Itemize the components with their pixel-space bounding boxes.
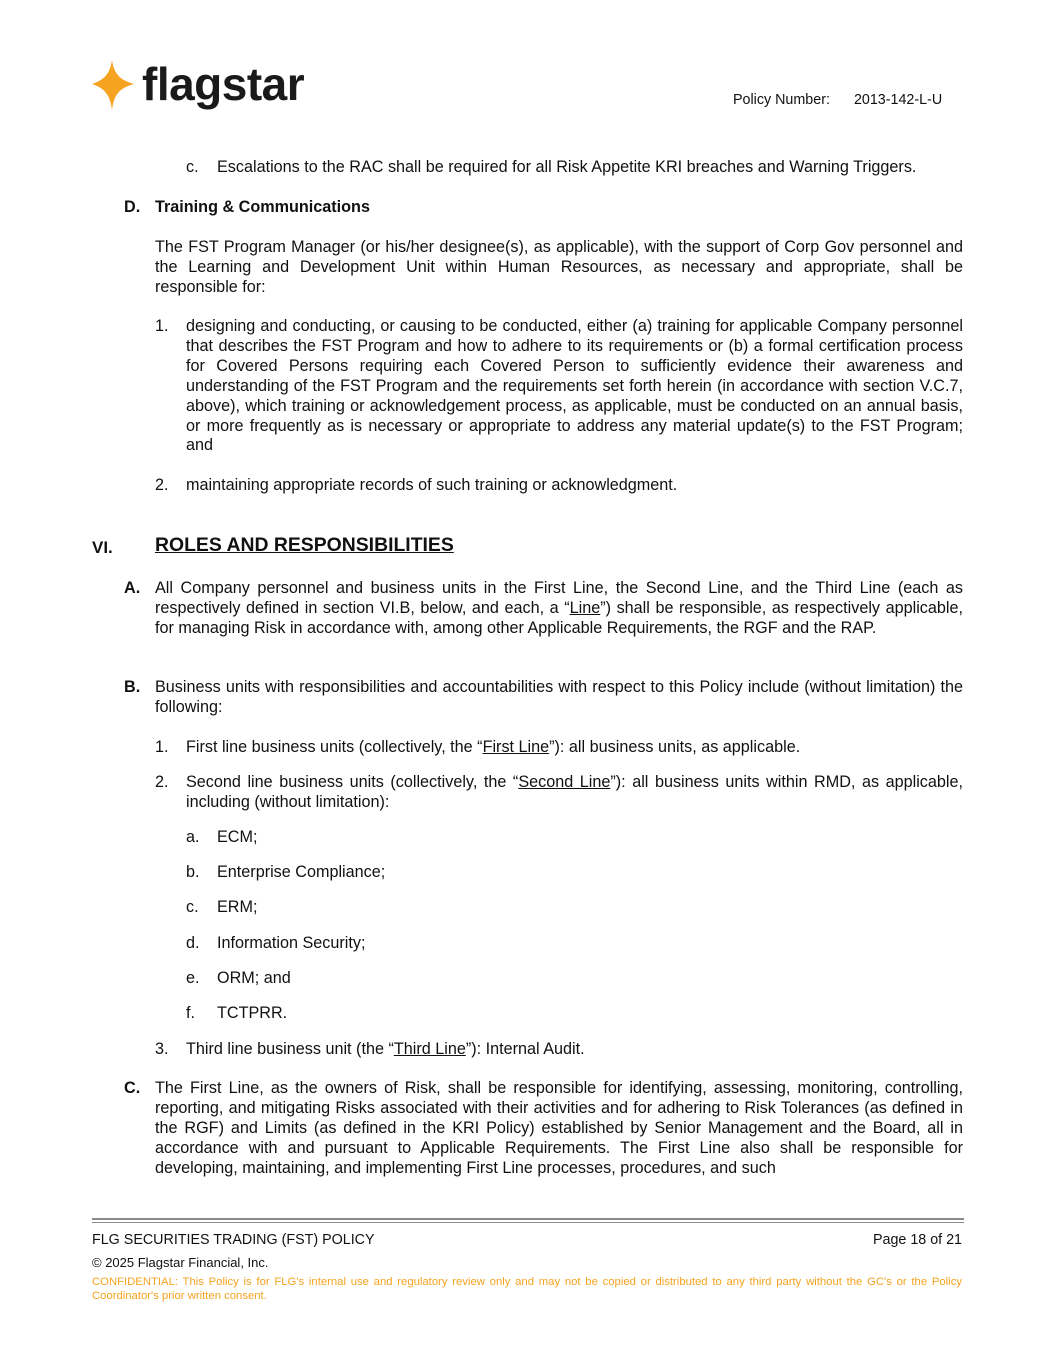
footer-page-number: Page 18 of 21 [872,1232,962,1248]
item-c-text: Escalations to the RAC shall be required for all Risk Appetite KRI breaches and Warning Triggers. [217,158,917,176]
defined-term-line: Line [569,598,601,617]
d-list-text-1: designing and conducting, or causing to be conducted, either (a) training for applicable Company personnel that describes the FST Program and how to adhere to its requirements or (b) a formal certification process for Covered Persons requiring each Covered Person to sufficiently evidence their awareness and understanding of the FST Program and the requirements set forth herein (in accordance with section V.C.7, above), which training or acknowledgement process, as applicable, must be conducted on an annual basis, or more frequently as is necessary or appropriate to address any material update(s) to the FST Program; and [186,317,963,455]
b2-sub-text-f: TCTPRR. [217,1004,288,1022]
b2-sub-marker-f: f. [186,1004,195,1022]
section-b-marker: B. [124,678,141,696]
b2-sub-text-e: ORM; and [217,969,291,987]
b2-sub-marker-d: d. [186,934,200,952]
b3-text: Third line business unit (the “Third Line”): Internal Audit. [186,1040,585,1058]
defined-term-first-line: First Line [482,738,550,756]
flagstar-logo [92,60,332,116]
b2-sub-marker-a: a. [186,828,200,846]
section-vi-title: ROLES AND RESPONSIBILITIES [155,534,454,556]
d-list-text-2: maintaining appropriate records of such training or acknowledgment. [186,476,678,494]
footer-rule-thin [92,1222,964,1223]
b1-text: First line business units (collectively, the “First Line”): all business units, as applicable. [186,738,801,756]
policy-number [733,91,942,111]
logo-wordmark: flagstar [142,58,305,110]
section-c-text: The First Line, as the owners of Risk, shall be responsible for identifying, assessing, monitoring, controlling, reporting, and mitigating Risks associated with their activities and for adhering to Risk Tolerances (as defined in the RGF) and Limits (as defined in the KRI Policy) established by Senior Management and the Board, all in accordance with and pursuant to Applicable Requirements. The First Line also shall be responsible for developing, maintaining, and implementing First Line processes, procedures, and such [155,1079,963,1177]
b2-sub-text-d: Information Security; [217,934,366,952]
b3-marker: 3. [155,1040,169,1058]
policy-number-label: Policy Number: [733,92,830,108]
item-c-marker: c. [186,158,199,176]
section-a-marker: A. [124,579,141,597]
b2-sub-marker-b: b. [186,863,200,881]
flagstar-star-icon [92,60,136,112]
d-list-marker-2: 2. [155,476,169,494]
defined-term-third-line: Third Line [393,1040,466,1058]
footer-confidential-notice: CONFIDENTIAL: This Policy is for FLG's internal use and regulatory review only and may not be copied or distributed to any third party without the GC's or the Policy Coordinator's prior written consent. [92,1276,962,1303]
section-vi-number: VI. [92,538,113,557]
section-d-marker: D. [124,198,141,216]
b1-marker: 1. [155,738,169,756]
footer-policy-title: FLG SECURITIES TRADING (FST) POLICY [92,1232,375,1248]
section-d-intro: The FST Program Manager (or his/her designee(s), as applicable), with the support of Corp Gov personnel and the Learning and Development Unit within Human Resources, as necessary and appropriate, shall be responsible for: [155,238,963,296]
policy-number-value: 2013-142-L-U [853,92,943,108]
section-d-title: Training & Communications [155,198,370,216]
footer-copyright: © 2025 Flagstar Financial, Inc. [92,1255,269,1270]
footer-rule-thick [92,1218,964,1220]
b2-text: Second line business units (collectively, the “Second Line”): all business units within RMD, as applicable, including (without limitation): [186,773,963,811]
b2-sub-marker-c: c. [186,898,199,916]
b2-sub-text-c: ERM; [217,898,258,916]
defined-term-second-line: Second Line [518,773,611,791]
b2-sub-text-a: ECM; [217,828,258,846]
b2-sub-marker-e: e. [186,969,200,987]
b2-marker: 2. [155,773,169,791]
section-a-text: All Company personnel and business units in the First Line, the Second Line, and the Third Line (each as respectively defined in section VI.B, below, and each, a “Line”) shall be responsible, as respectively applicable, for managing Risk in accordance with, among other Applicable Requirements, the RGF and the RAP. [155,579,963,637]
d-list-marker-1: 1. [155,317,169,335]
section-b-text: Business units with responsibilities and accountabilities with respect to this Policy include (without limitation) the following: [155,678,963,716]
section-c-marker: C. [124,1079,141,1097]
b2-sub-text-b: Enterprise Compliance; [217,863,386,881]
